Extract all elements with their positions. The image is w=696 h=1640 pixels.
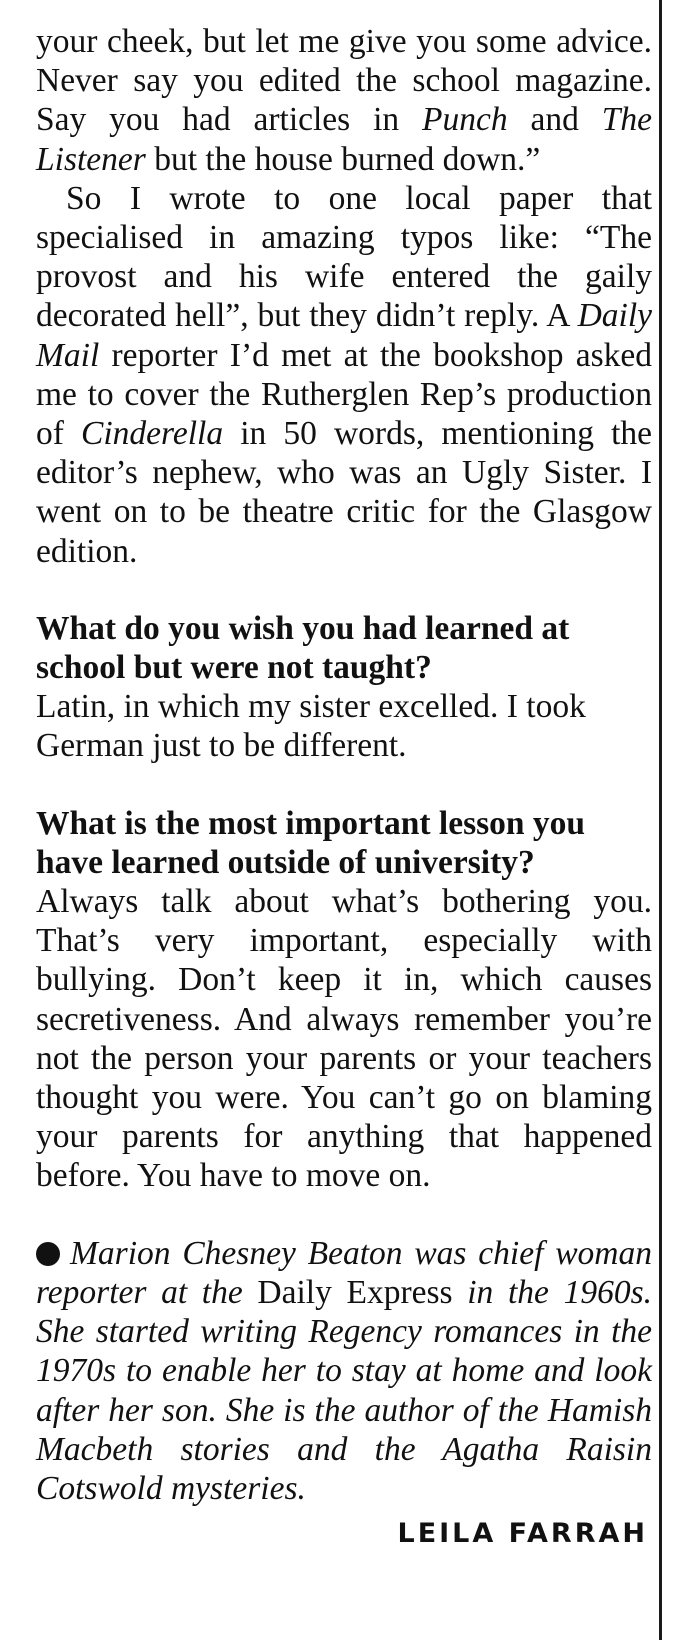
section-gap (36, 1196, 652, 1234)
author-bio-text-2: in the 1960s. She started writing Regency romances in the 1970s to enable her to stay at home and look after her son. She is the author of the Hamish Macbeth stories and the Agatha Raisin Cotswold mysteries. (36, 1273, 652, 1507)
answer-lesson: Always talk about what’s bothering you. That’s very important, especially with bullying. Don’t keep it in, which causes secretiveness. And always remember you’re not the person your parents or your teachers thought you were. You can’t go on blaming your parents for anything that happened before. You have to move on. (36, 883, 652, 1195)
paragraph-advice-text-2: and (507, 101, 602, 139)
paragraph-local-paper-text-2: reporter I’d met at the bookshop asked me to cover the Rutherglen Rep’s production of (36, 336, 652, 453)
article-column (36, 22, 652, 1553)
paragraph-local-paper-text-1: So I wrote to one local paper that specialised in amazing typos like: “The provost and his wife entered the gaily decorated hell”, but they didn’t reply. A (36, 179, 652, 335)
author-bio (36, 1234, 652, 1508)
publication-daily-express: Daily Express (257, 1273, 453, 1311)
publication-the-listener: The Listener (36, 101, 652, 178)
bullet-icon (36, 1242, 60, 1266)
section-gap (36, 571, 652, 609)
column-rule (659, 0, 662, 1640)
author-bio-text-1: Marion Chesney Beaton was chief woman reporter at the (36, 1234, 652, 1311)
publication-punch: Punch (422, 101, 508, 139)
paragraph-local-paper-text-3: in 50 words, mentioning the editor’s nephew, who was an Ugly Sister. I went on to be theatre critic for the Glasgow edition. (36, 415, 653, 570)
production-cinderella: Cinderella (81, 415, 224, 453)
question-lesson: What is the most important lesson you have learned outside of university? (36, 804, 586, 881)
paragraph-advice-text-1: your cheek, but let me give you some advice. Never say you edited the school magazine. Say you had articles in (36, 23, 652, 139)
paragraph-advice (36, 22, 652, 179)
paragraph-local-paper (36, 179, 652, 571)
paragraph-advice-text-3: but the house burned down.” (145, 140, 541, 178)
publication-daily-mail: Daily Mail (36, 297, 652, 374)
answer-school: Latin, in which my sister excelled. I took German just to be different. (36, 688, 586, 765)
byline: LEILA FARRAH (397, 1518, 648, 1550)
section-gap (36, 766, 652, 804)
question-school: What do you wish you had learned at school but were not taught? (36, 609, 570, 687)
